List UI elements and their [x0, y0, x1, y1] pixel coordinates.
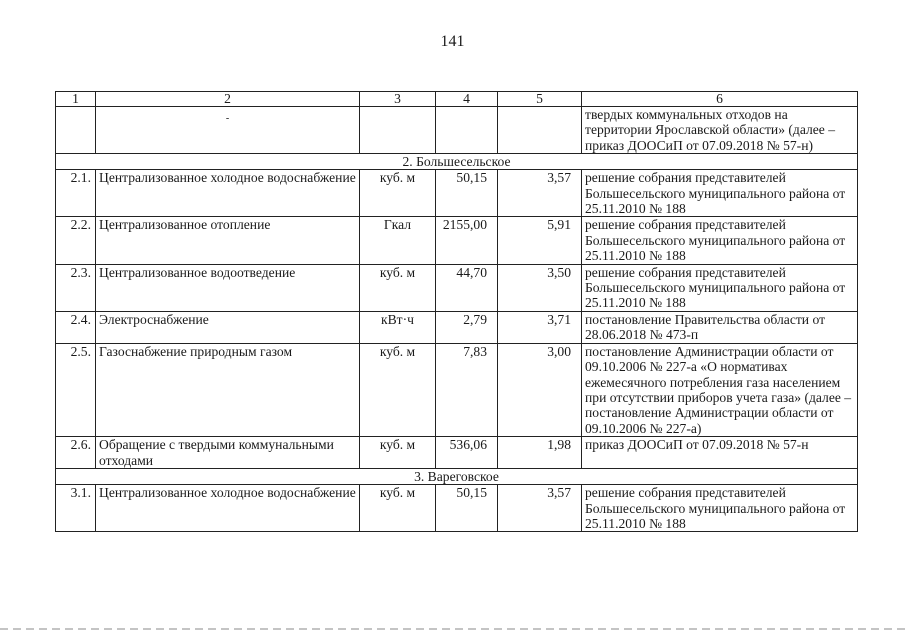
- empty-cell: [360, 107, 436, 154]
- legal-basis: постановление Правительства области от 28.06.2018 № 473-п: [582, 311, 858, 343]
- row-number: 2.5.: [56, 343, 96, 436]
- service-name: Обращение с твердыми коммунальными отходами: [96, 437, 360, 469]
- empty-cell: [56, 107, 96, 154]
- unit: куб. м: [360, 343, 436, 436]
- section-heading: 3. Вареговское: [56, 469, 858, 485]
- row-number: 2.4.: [56, 311, 96, 343]
- row-number: 2.2.: [56, 217, 96, 264]
- column-header: 2: [96, 92, 360, 107]
- unit: куб. м: [360, 437, 436, 469]
- norm-value: 2155,00: [436, 217, 498, 264]
- page-number: 141: [440, 33, 465, 50]
- row-number: 2.3.: [56, 264, 96, 311]
- table-row: [56, 264, 858, 311]
- unit: куб. м: [360, 485, 436, 532]
- legal-basis: постановление Администрации области от 09.10.2006 № 227-а «О нормативах ежемесячного потребления газа населением при отсутствии приборов учета газа» (далее – постановление Администрации области от 09.10.2006 № 227-а): [582, 343, 858, 436]
- coefficient-value: 3,00: [498, 343, 582, 436]
- row-number: 2.6.: [56, 437, 96, 469]
- unit: Гкал: [360, 217, 436, 264]
- column-header: 5: [498, 92, 582, 107]
- column-number-header-row: [56, 92, 858, 107]
- norm-value: 50,15: [436, 170, 498, 217]
- column-header: 6: [582, 92, 858, 107]
- table-row: [56, 343, 858, 436]
- continuation-row: [56, 107, 858, 154]
- empty-cell: [498, 107, 582, 154]
- service-name: Газоснабжение природным газом: [96, 343, 360, 436]
- service-name: Централизованное отопление: [96, 217, 360, 264]
- coefficient-value: 3,71: [498, 311, 582, 343]
- continuation-mark: -: [225, 113, 230, 124]
- table-row: [56, 170, 858, 217]
- legal-basis: решение собрания представителей Большесельского муниципального района от 25.11.2010 № 188: [582, 485, 858, 532]
- scan-edge-artifact: [0, 628, 905, 630]
- continuation-text: твердых коммунальных отходов на территории Ярославской области» (далее – приказ ДООСиП от 07.09.2018 № 57-н): [582, 107, 858, 154]
- coefficient-value: 3,57: [498, 170, 582, 217]
- coefficient-value: 1,98: [498, 437, 582, 469]
- norm-value: 2,79: [436, 311, 498, 343]
- unit: куб. м: [360, 264, 436, 311]
- table-row: [56, 217, 858, 264]
- table-row: [56, 437, 858, 469]
- norm-value: 536,06: [436, 437, 498, 469]
- section-heading-row: [56, 154, 858, 170]
- column-header: 3: [360, 92, 436, 107]
- legal-basis: решение собрания представителей Большесельского муниципального района от 25.11.2010 № 188: [582, 170, 858, 217]
- service-name: Централизованное холодное водоснабжение: [96, 170, 360, 217]
- row-number: 3.1.: [56, 485, 96, 532]
- coefficient-value: 3,50: [498, 264, 582, 311]
- coefficient-value: 3,57: [498, 485, 582, 532]
- legal-basis: приказ ДООСиП от 07.09.2018 № 57-н: [582, 437, 858, 469]
- legal-basis: решение собрания представителей Большесельского муниципального района от 25.11.2010 № 188: [582, 217, 858, 264]
- unit: куб. м: [360, 170, 436, 217]
- table-row: [56, 311, 858, 343]
- tariff-norms-table: [55, 91, 858, 532]
- row-number: 2.1.: [56, 170, 96, 217]
- column-header: 4: [436, 92, 498, 107]
- norm-value: 7,83: [436, 343, 498, 436]
- section-heading-row: [56, 469, 858, 485]
- norm-value: 50,15: [436, 485, 498, 532]
- service-name: Централизованное холодное водоснабжение: [96, 485, 360, 532]
- unit: кВт·ч: [360, 311, 436, 343]
- legal-basis: решение собрания представителей Большесельского муниципального района от 25.11.2010 № 188: [582, 264, 858, 311]
- norm-value: 44,70: [436, 264, 498, 311]
- service-name: Электроснабжение: [96, 311, 360, 343]
- coefficient-value: 5,91: [498, 217, 582, 264]
- section-heading: 2. Большесельское: [56, 154, 858, 170]
- table-row: [56, 485, 858, 532]
- column-header: 1: [56, 92, 96, 107]
- service-name: Централизованное водоотведение: [96, 264, 360, 311]
- continuation-mark-cell: [96, 107, 360, 154]
- empty-cell: [436, 107, 498, 154]
